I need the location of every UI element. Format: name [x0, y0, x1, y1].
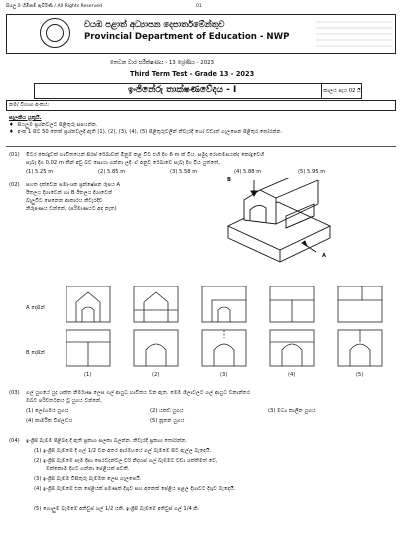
- q4-number: (04): [9, 438, 20, 444]
- q2-option-2[interactable]: (2): [152, 372, 160, 378]
- bullet-icon: ♦: [9, 128, 14, 135]
- sinhala-term: තෙවන වාර පරීක්ෂණය - 13 ශ්‍රේණිය - 2023: [110, 60, 214, 66]
- q1-option-3[interactable]: (3) 5.58 m: [170, 169, 198, 175]
- row-a-label: A දෙසින්: [26, 305, 45, 311]
- q2-option-4[interactable]: (4): [288, 372, 296, 378]
- q3-number: (03): [9, 390, 20, 396]
- q2-text-line4: නිරූපණය වන්නේ, (පරිමාණයට අඳ නැත): [26, 206, 117, 212]
- header-english-title: Provincial Department of Education - NWP: [84, 32, 290, 42]
- q3-text-line2: ඔබට පරිවර්තනය වූ යුගය වන්නේ,: [26, 398, 102, 404]
- q4-item-5: (5) ගොලුම් බැම්මේ අතිවුස් ගල් 1/2 යකි. ඉංග්‍රීසි බැම්මේ අතිවුස් ගල් 1/4 කි.: [34, 506, 200, 512]
- q2-text-line2: ඊතලය දිශාවෙන් හා B ඊතලය දිශාවෙන්: [26, 190, 113, 196]
- q3-option-4[interactable]: (4) කාර්මික විප්ලවය: [26, 418, 73, 424]
- bullet-icon: ♦: [9, 122, 14, 128]
- q1-text-line1: මීටර කෝදුවක් භාවිතයෙන් සිරස් රේඛාවක් මිනුම් කළ විට එහි දිග 6 m ක් විය. සමුදා රොතමසයක්ද කෝදුවෙහි: [26, 152, 265, 158]
- q1-option-5[interactable]: (5) 5.95 m: [298, 169, 326, 175]
- q4-item-1: (1) ඉංග්‍රීසි බැම්මේ දී ගල් 1/2 වන අතර ආරම්භයේ ගල් බැම්මේ සිට ඇල්ල බැඳෙයි.: [34, 448, 212, 454]
- q4-item-2: (2) ඉංග්‍රීසි බැම්මේ සෑම දිසා පෙරවදන්වල වරි නිදහස් ගල් බැම්මට වඩා ශක්තිමත් වේ,: [34, 458, 218, 464]
- name-label: නම/ විභාග අංකය:: [9, 102, 50, 108]
- row-b-label: B දෙසින්: [26, 350, 45, 356]
- q3-option-2[interactable]: (2) යකඩ යුගය: [150, 408, 184, 414]
- q2-option-3[interactable]: (3): [220, 372, 228, 378]
- name-box: [6, 100, 396, 111]
- arrow-b-label: B: [227, 177, 231, 183]
- subject-title: ඉංජිනේරු තාක්ෂණවේදය - I: [128, 85, 237, 95]
- q3-text-line1: ගල් යුගයේ යුද ශක්ත නිර්මාණ ලෙස ගල් ආයුධ භාවිතය වන ඇත. මෙම ශිලාවලට ගල් ආයුධ වනාන්තර: [26, 390, 250, 396]
- q3-option-3[interactable]: (3) මධ්‍ය කාලීන යුගය: [268, 408, 316, 414]
- instruction-item: ♦ සියලුම ප්‍රශ්නවලට පිළිතුරු සපයන්න.: [9, 122, 98, 128]
- watermark-lines: [316, 17, 392, 51]
- q2-text-line1: පහත දක්වෙන සමාංශක ප්‍රක්ෂේපන රූපය A: [26, 182, 121, 188]
- header-sinhala-title: වයඹ පළාත් අධ්‍යාපන දෙපාර්තමේන්තුව: [84, 19, 225, 29]
- q1-text-line2: සැබෑ දිග 0.02 m කින් අඩු බව සොයා ගන්නා ලදී. ඒ අනුව රේඛාවේ සැබෑ දිග විය යුත්තේ,: [26, 160, 220, 166]
- q4-item-2-cont: ඔක්කොම දිගට ගන්නා පේළියක් පවතී.: [46, 466, 130, 472]
- q2-option-5[interactable]: (5): [356, 372, 364, 378]
- paper-duration: කාලය පැය 02 යි: [321, 83, 362, 99]
- page-mark: 01: [196, 4, 202, 9]
- q4-item-3: (3) ඉංග්‍රීසි බැම්ම විසිතුරු බැම්මක ලෙස ගැලපෙයි.: [34, 476, 142, 482]
- q1-number: (01): [9, 152, 20, 158]
- q2-option-1[interactable]: (1): [84, 372, 92, 378]
- q2-text-line3: බැලුවිට පෙනෙන ආකාරය නිවැරදිව: [26, 198, 103, 204]
- instructions-heading: සැලකිය යුතුයි.: [9, 115, 42, 121]
- logo-inner-ring: [46, 24, 64, 42]
- q4-text-line1: ඉංග්‍රීසි බැම්ම පිළිබඳ දී ඇති ප්‍රකාශ සලකා බලන්න. නිවැරදි ප්‍රකාශ තෝරන්න.: [26, 438, 188, 444]
- english-term: Third Term Test - Grade 13 - 2023: [130, 70, 255, 78]
- q1-option-4[interactable]: (4) 5.88 m: [234, 169, 262, 175]
- instructions-list: [9, 122, 393, 135]
- arrow-a-label: A: [322, 253, 327, 259]
- divider: [6, 146, 396, 147]
- q3-option-5[interactable]: (5) නූතන යුගය: [150, 418, 185, 424]
- copyright-notice: සියලු ම හිමිකම් ඇවිරිණි / All Rights Reserved: [6, 4, 102, 9]
- q1-option-1[interactable]: (1) 5.25 m: [26, 169, 54, 175]
- q3-option-1[interactable]: (1) ලෝහමය යුගය: [26, 408, 69, 414]
- q4-item-4: (4) ඉංග්‍රීසි බැම්මේ එක පේළියක් පමණක් දිගුව සහ අනෙක් පේළිය පළල දිශාවට දිගුව බැඳෙයි.: [34, 486, 236, 492]
- q2-number: (02): [9, 182, 20, 188]
- q2-option-diagrams: [66, 286, 386, 368]
- instruction-item: ♦ අංක 1 සිට 50 තෙක් ප්‍රශ්නවලදී ඇති (1), (2), (3), (4), (5) පිළිතුරුවලින් නිවැරදි හෝ වඩාත් ගැලපෙන පිළිතුර තෝරන්න.: [9, 128, 283, 135]
- department-logo: [40, 18, 70, 48]
- q1-option-2[interactable]: (2) 5.85 m: [98, 169, 126, 175]
